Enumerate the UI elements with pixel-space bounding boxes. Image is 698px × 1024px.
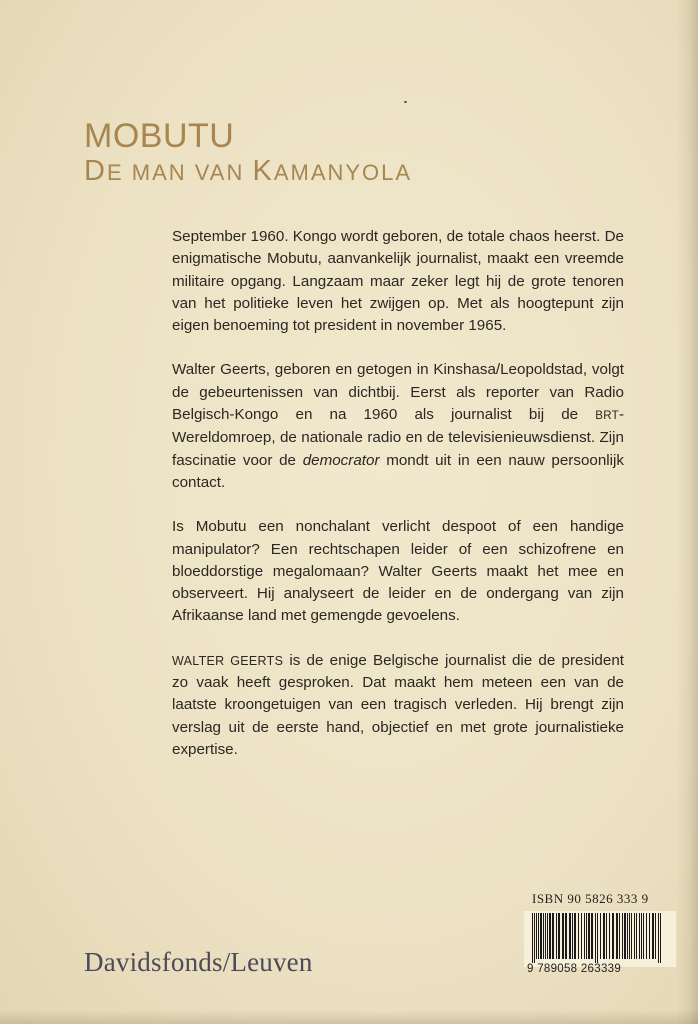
barcode-bar [609, 913, 610, 959]
barcode-bar [606, 913, 607, 959]
barcode-bar [627, 913, 628, 959]
barcode-bar [534, 913, 535, 963]
subtitle-text: AMANYOLA [273, 160, 413, 185]
blurb-paragraph-3: Is Mobutu een nonchalant verlicht despoot of een handige manipulator? Een rechtschapen leider of een schizofrene en bloeddorstige megalomaan? Walter Geerts maakt het mee en observeert. Hij analyseert de leider en de ondergang van zijn Afrikaanse land met gemengde gevoelens. [172, 518, 624, 625]
blurb-text: is de enige Belgische journalist die de president zo vaak heeft gesproken. Dat maakt hem meteen een van de laatste kroongetuigen van een tragisch verleden. Hij brengt zijn verslag uit de eerste hand, objectief en met grote journalistieke expertise. [172, 651, 624, 758]
barcode-bar [552, 913, 554, 959]
barcode-bar [538, 913, 539, 959]
barcode-bar [591, 913, 593, 959]
barcode-bar [545, 913, 546, 959]
barcode-bar [536, 913, 537, 959]
barcode-bar [612, 913, 614, 959]
barcode-bar [565, 913, 567, 959]
barcode-bar [622, 913, 623, 959]
barcode-bar [641, 913, 642, 959]
barcode-bar [569, 913, 571, 959]
blurb-text: mondt uit in een nauw persoonlijk contact. [172, 451, 624, 491]
blurb-paragraph-2 [172, 359, 624, 494]
barcode-bar [532, 913, 533, 963]
barcode-bar [547, 913, 548, 959]
italic-term: democrator [302, 451, 380, 469]
blurb-text: Walter Geerts, geboren en getogen in Kinshasa/Leopoldstad, volgt de gebeurtenissen van dichtbij. Eerst als reporter van Radio Belgisch-Kongo en na 1960 als journalist bij de [172, 361, 624, 424]
blurb-paragraph-4 [172, 650, 624, 761]
blurb-paragraph-1: September 1960. Kongo wordt geboren, de totale chaos heerst. De enigmatische Mobutu, aanvankelijk journalist, maakt een vreemde militaire opgang. Langzaam maar zeker legt hij de grote tenoren van het politieke leven het zwijgen op. Met als hoogtepunt zijn eigen benoeming tot president in november 1965. [172, 228, 624, 335]
barcode-bar [586, 913, 587, 959]
barcode-bar [584, 913, 585, 959]
barcode-bar [574, 913, 576, 959]
subtitle-initial: K [252, 155, 274, 187]
subtitle-text: E MAN VAN [106, 160, 245, 185]
barcode-bar [643, 913, 644, 959]
author-name: WALTER GEERTS [172, 653, 284, 668]
barcode-bar [619, 913, 620, 959]
barcode-bar [624, 913, 626, 959]
cover-edge-shadow [676, 0, 698, 1024]
barcode-bar [562, 913, 564, 959]
barcode-bar [595, 913, 596, 963]
barcode-bar [572, 913, 573, 959]
barcode-bar [655, 913, 656, 959]
isbn-barcode [530, 913, 672, 963]
print-speck [404, 101, 407, 103]
cover-bottom-shadow [0, 1010, 698, 1024]
barcode-bar [646, 913, 647, 959]
barcode-bar [556, 913, 557, 959]
barcode-bar [549, 913, 551, 959]
book-title: MOBUTU [84, 117, 235, 155]
barcode-digits: 9 789058 263339 [527, 963, 622, 975]
barcode-bar [581, 913, 582, 959]
barcode-bar [543, 913, 544, 959]
barcode-bar [634, 913, 635, 959]
barcode-bar [600, 913, 601, 959]
blurb-text: -Wereldomroep, de nationale radio en de televisienieuwsdienst. Zijn fascinatie voor de [172, 406, 624, 469]
publisher-imprint: Davidsfonds/Leuven [84, 947, 313, 977]
barcode-bar [636, 913, 637, 959]
brt-abbreviation: BRT [595, 410, 619, 423]
subtitle-initial: D [84, 155, 107, 187]
barcode-bar [597, 913, 598, 963]
barcode-bar [631, 913, 632, 959]
barcode-bar [660, 913, 661, 963]
barcode-bar [639, 913, 640, 959]
barcode-bar [652, 913, 654, 959]
barcode-bar [629, 913, 630, 959]
barcode-bar [540, 913, 542, 959]
barcode-bar [649, 913, 650, 959]
barcode-bar [578, 913, 579, 959]
barcode-bar [658, 913, 659, 963]
barcode-bar [558, 913, 560, 959]
blurb [172, 226, 624, 783]
barcode-bar [588, 913, 590, 959]
barcode-bar [603, 913, 605, 959]
barcode-bar [616, 913, 618, 959]
isbn-label: ISBN 90 5826 333 9 [532, 891, 649, 906]
book-subtitle [84, 156, 412, 188]
